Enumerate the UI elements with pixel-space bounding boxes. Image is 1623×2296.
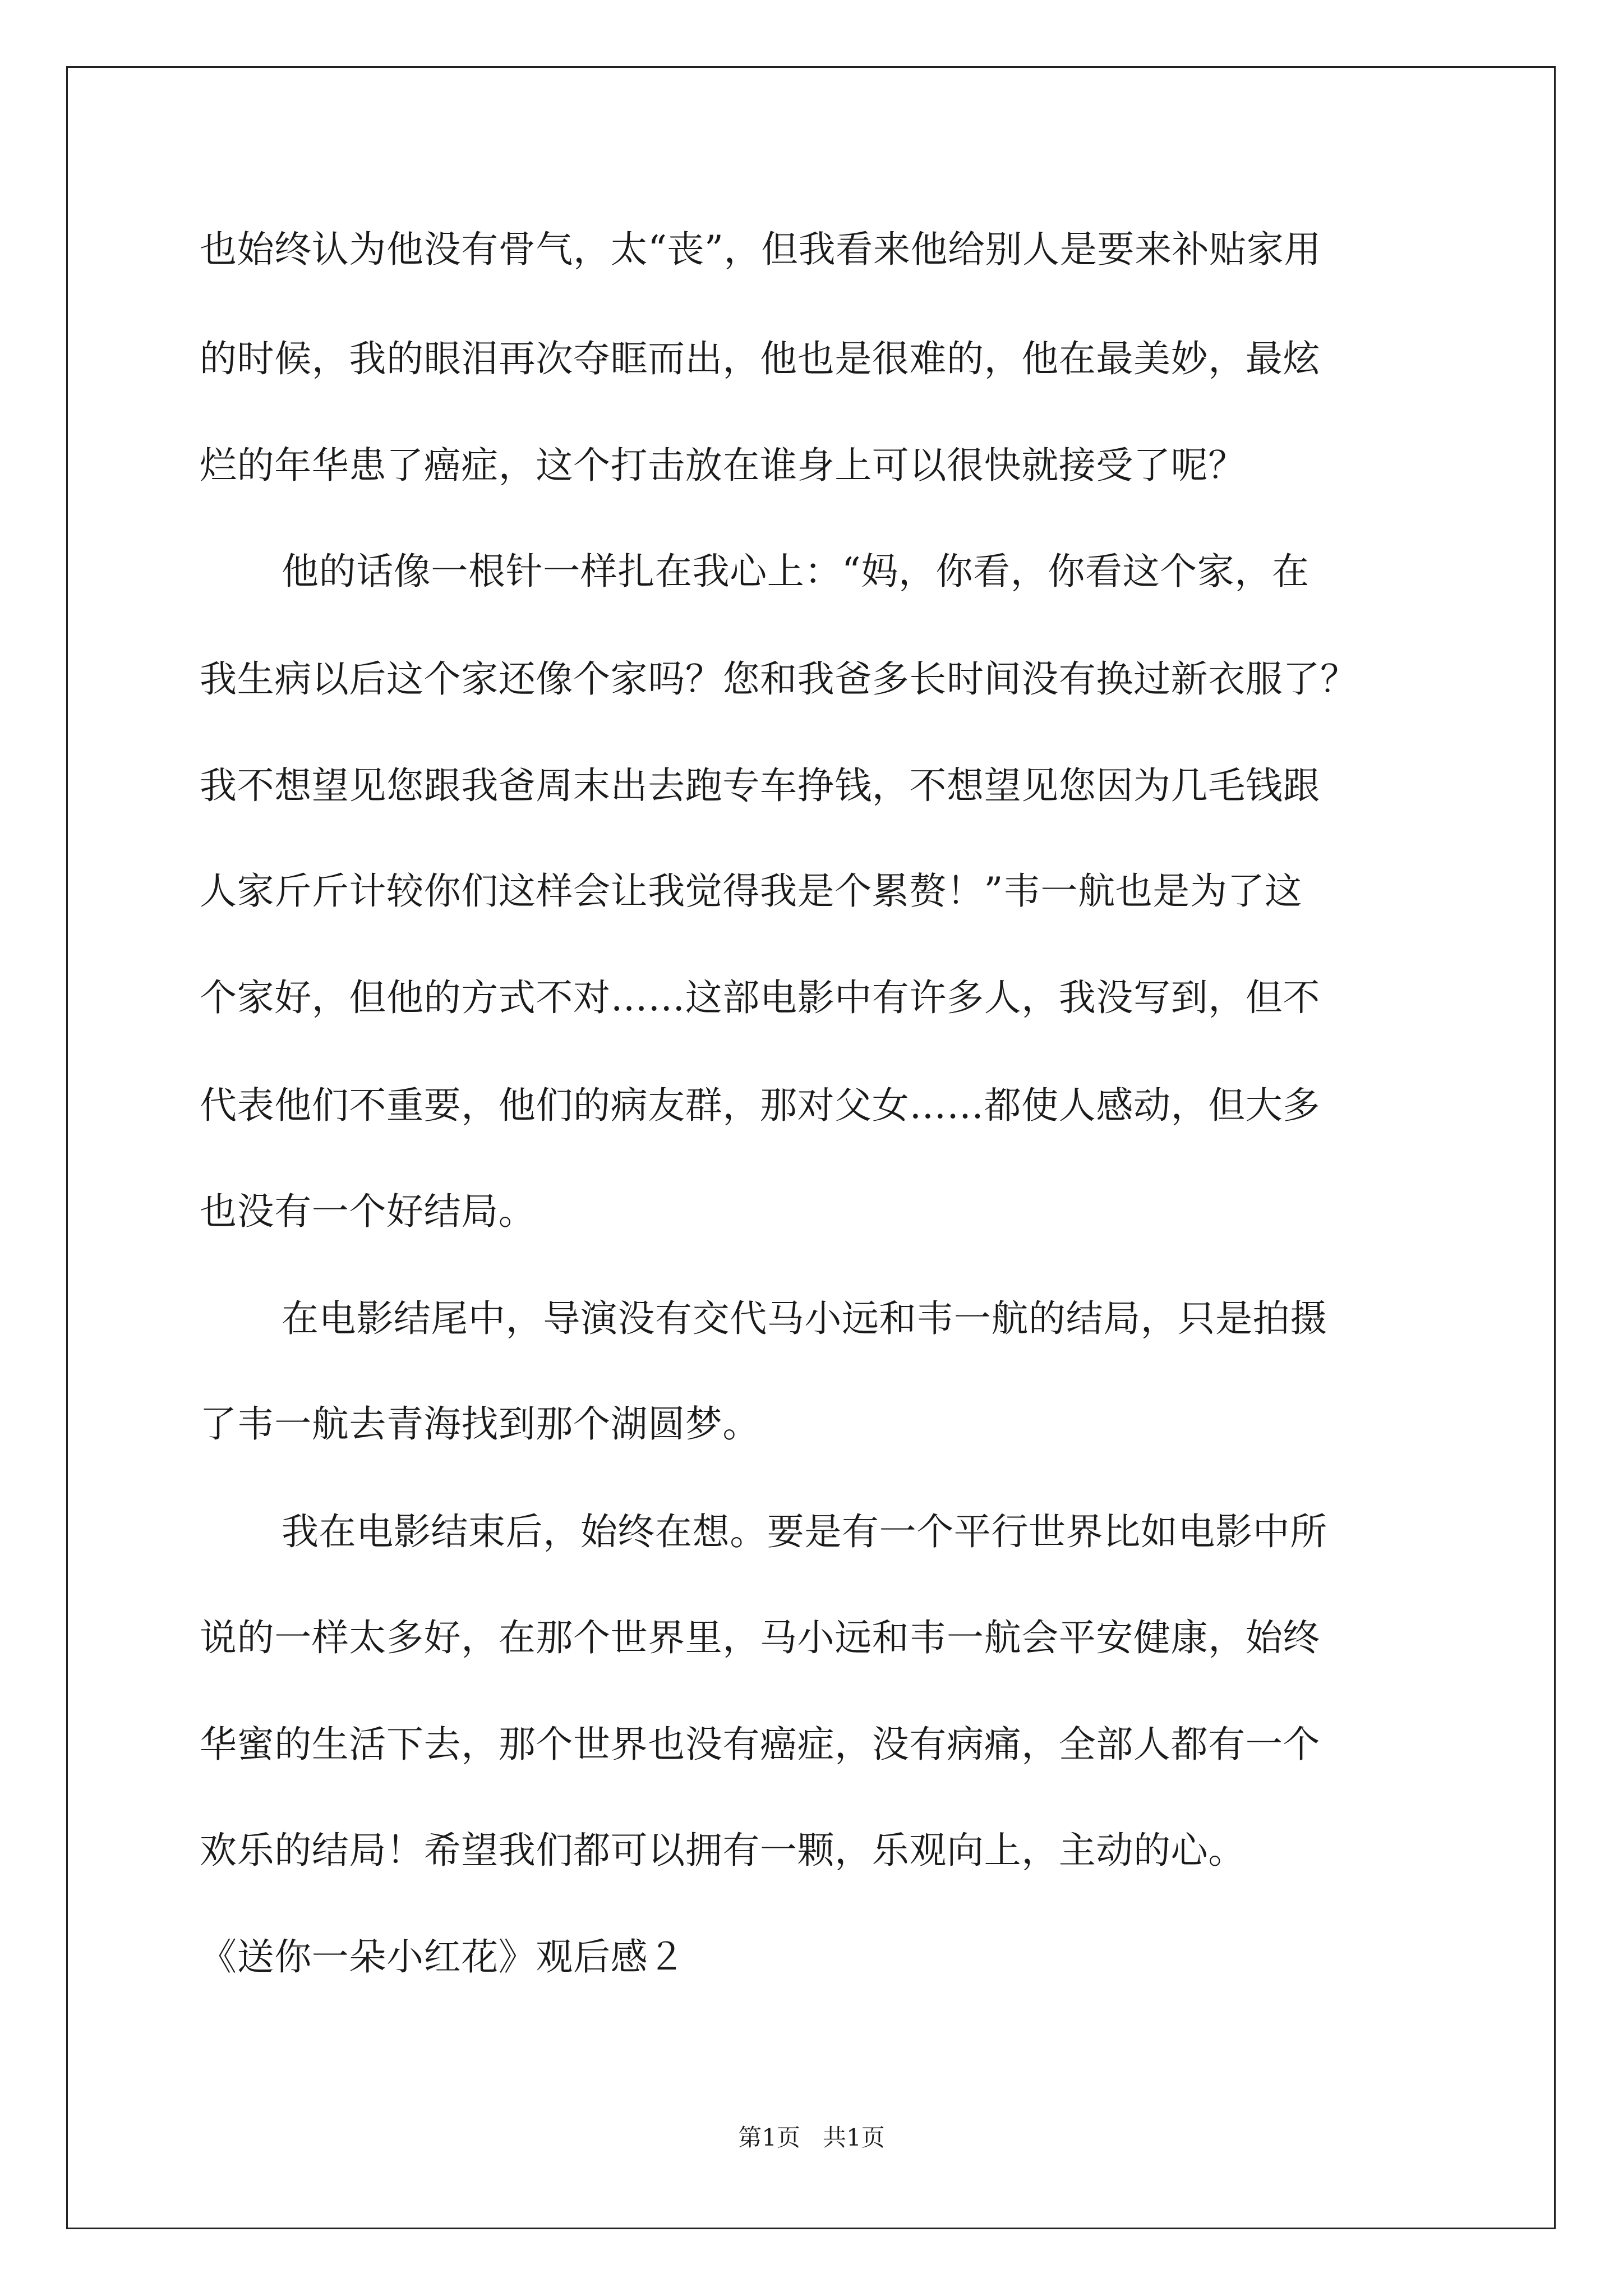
page-footer: 第1页 共1页 (738, 2124, 885, 2151)
text-line: 的时候，我的眼泪再次夺眶而出，他也是很难的，他在最美妙，最炫 (200, 337, 1320, 380)
text-line: 欢乐的结局！希望我们都可以拥有一颗，乐观向上，主动的心。 (200, 1829, 1246, 1872)
text-line: 个家好，但他的方式不对……这部电影中有许多人，我没写到，但不 (200, 976, 1320, 1019)
text-line: 我不想望见您跟我爸周末出去跑专车挣钱，不想望见您因为几毛钱跟 (200, 764, 1320, 807)
text-line: 人家斤斤计较你们这样会让我觉得我是个累赘！”韦一航也是为了这 (200, 869, 1302, 913)
page-border (66, 66, 1556, 2229)
paragraph-first-line: 在电影结尾中，导演没有交代马小远和韦一航的结局，只是拍摄 (282, 1297, 1327, 1340)
text-line: 华蜜的生活下去，那个世界也没有癌症，没有病痛，全部人都有一个 (200, 1723, 1320, 1766)
paragraph-first-line: 他的话像一根针一样扎在我心上：“妈，你看，你看这个家，在 (282, 550, 1310, 593)
paragraph-first-line: 我在电影结束后，始终在想。要是有一个平行世界比如电影中所 (282, 1510, 1327, 1553)
text-line: 了韦一航去青海找到那个湖圆梦。 (200, 1402, 760, 1446)
text-line: 也始终认为他没有骨气，太“丧”，但我看来他给别人是要来补贴家用 (200, 228, 1322, 271)
text-line: 我生病以后这个家还像个家吗？您和我爸多长时间没有换过新衣服了？ (200, 657, 1358, 701)
text-line: 烂的年华患了癌症，这个打击放在谁身上可以很快就接受了呢？ (200, 444, 1246, 487)
section-heading: 《送你一朵小红花》观后感２ (200, 1935, 685, 1978)
text-line: 说的一样太多好，在那个世界里，马小远和韦一航会平安健康，始终 (200, 1616, 1320, 1659)
text-line: 也没有一个好结局。 (200, 1190, 536, 1233)
text-line: 代表他们不重要，他们的病友群，那对父女……都使人感动，但大多 (200, 1084, 1320, 1127)
